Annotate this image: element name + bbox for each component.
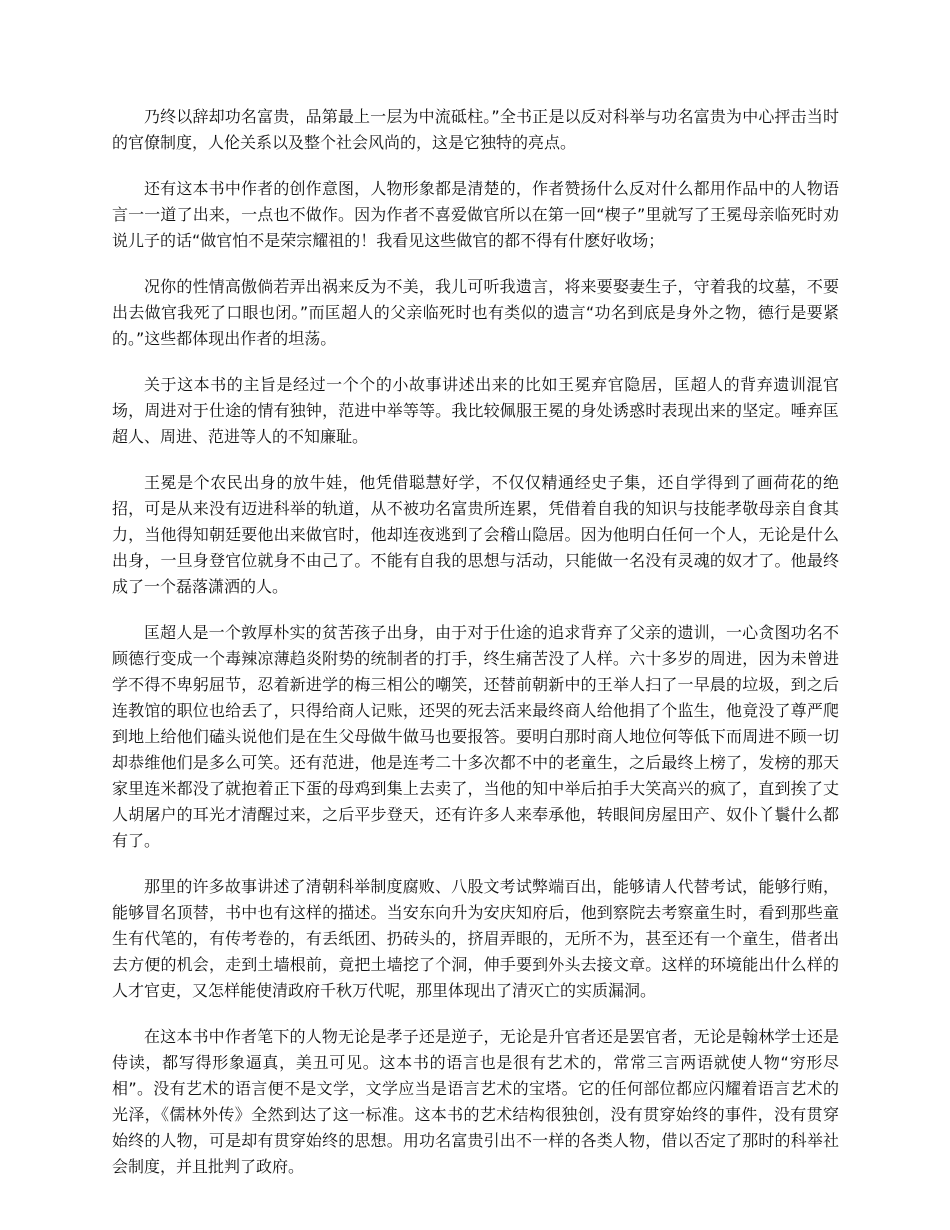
paragraph-3: 况你的性情高傲倘若弄出祸来反为不美，我儿可听我遗言，将来要娶妻生子，守着我的坟墓，不要出去做官我死了口眼也闭。”而匡超人的父亲临死时也有类似的遗言“功名到底是身外之物，德行是要紧的。”这些都体现出作者的坦荡。 bbox=[112, 277, 839, 348]
document-body bbox=[112, 104, 839, 1200]
paragraph-7: 那里的许多故事讲述了清朝科举制度腐败、八股文考试弊端百出，能够请人代替考试，能够行贿，能够冒名顶替，书中也有这样的描述。当安东向升为安庆知府后，他到察院去考察童生时，看到那些童生有代笔的，有传考卷的，有丢纸团、扔砖头的，挤眉弄眼的，无所不为，甚至还有一个童生，借者出去方便的机会，走到土墙根前，竟把土墙挖了个洞，伸手要到外头去接文章。这样的环境能出什么样的人才官吏，又怎样能使清政府千秋万代呢，那里体现出了清灭亡的实质漏洞。 bbox=[112, 877, 839, 1000]
paragraph-6: 匡超人是一个敦厚朴实的贫苦孩子出身，由于对于仕途的追求背弃了父亲的遗训，一心贪图功名不顾德行变成一个毒辣凉薄趋炎附势的统制者的打手，终生痛苦没了人样。六十多岁的周进，因为未曾进学不得不卑躬屈节，忍着新进学的梅三相公的嘲笑，还替前朝新中的王举人扫了一早晨的垃圾，到之后连教馆的职位也给丢了，只得给商人记账，还哭的死去活来最终商人给他捐了个监生，他竟没了尊严爬到地上给他们磕头说他们是在生父母做牛做马也要报答。要明白那时商人地位何等低下而周进不顾一切却恭维他们是多么可笑。还有范进，他是连考二十多次都不中的老童生，之后最终上榜了，发榜的那天家里连米都没了就抱着正下蛋的母鸡到集上去卖了，当他的知中举后拍手大笑高兴的疯了，直到挨了丈人胡屠户的耳光才清醒过来，之后平步登天，还有许多人来奉承他，转眼间房屋田产、奴仆丫鬟什么都有了。 bbox=[112, 623, 839, 850]
paragraph-2: 还有这本书中作者的创作意图，人物形象都是清楚的，作者赞扬什么反对什么都用作品中的人物语言一一道了出来，一点也不做作。因为作者不喜爱做官所以在第一回“楔子”里就写了王冕母亲临死时劝说儿子的话“做官怕不是荣宗耀祖的！我看见这些做官的都不得有什麽好收场； bbox=[112, 179, 839, 250]
paragraph-1: 乃终以辞却功名富贵，品第最上一层为中流砥柱。”全书正是以反对科举与功名富贵为中心抨击当时的官僚制度，人伦关系以及整个社会风尚的，这是它独特的亮点。 bbox=[112, 107, 839, 152]
paragraph-5: 王冕是个农民出身的放牛娃，他凭借聪慧好学，不仅仅精通经史子集，还自学得到了画荷花的绝招，可是从来没有迈进科举的轨道，从不被功名富贵所连累，凭借着自我的知识与技能孝敬母亲自食其力，当他得知朝廷要他出来做官时，他却连夜逃到了会稽山隐居。因为他明白任何一个人，无论是什么出身，一旦身登官位就身不由己了。不能有自我的思想与活动，只能做一名没有灵魂的奴才了。他最终成了一个磊落潇洒的人。 bbox=[112, 473, 839, 596]
paragraph-4: 关于这本书的主旨是经过一个个的小故事讲述出来的比如王冕弃官隐居，匡超人的背弃遗训混官场，周进对于仕途的情有独钟，范进中举等等。我比较佩服王冕的身处诱惑时表现出来的坚定。唾弃匡超人、周进、范进等人的不知廉耻。 bbox=[112, 375, 839, 446]
paragraph-8: 在这本书中作者笔下的人物无论是孝子还是逆子，无论是升官者还是罢官者，无论是翰林学士还是侍读，都写得形象逼真，美丑可见。这本书的语言也是很有艺术的，常常三言两语就使人物“穷形尽相”。没有艺术的语言便不是文学，文学应当是语言艺术的宝塔。它的任何部位都应闪耀着语言艺术的光泽，《儒林外传》全然到达了这一标准。这本书的艺术结构很独创，没有贯穿始终的事件，没有贯穿始终的人物，可是却有贯穿始终的思想。用功名富贵引出不一样的各类人物，借以否定了那时的科举社会制度，并且批判了政府。 bbox=[112, 1027, 839, 1176]
